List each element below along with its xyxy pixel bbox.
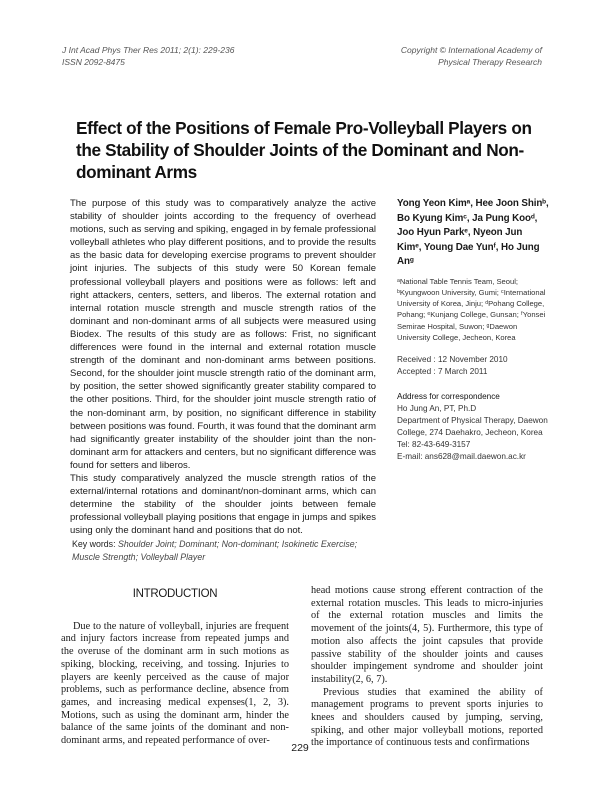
correspondence-address: Department of Physical Therapy, Daewon College, 274 Daehakro, Jecheon, Korea: [397, 416, 548, 438]
intro-paragraph-1-continued: head motions cause strong efferent contraction of the external rotation muscles. This leads to micro-injuries of the external rotation muscles and limits the movement of the joints(4, 5). Furthermore, this type of motion also affects the joint capsules that provide passive stability of the shoulder joints and causes shoulder impingement syndrome and shoulder joint instability(2, 6, 7).: [311, 585, 543, 685]
keywords: [72, 538, 372, 564]
article-title: Effect of the Positions of Female Pro-Volleyball Players on the Stability of Shoulder Joints of the Dominant and Non-dominant Arms: [76, 118, 532, 182]
issn: ISSN 2092-8475: [62, 57, 125, 67]
body-column-left: [61, 585, 289, 748]
page-number: 229: [291, 742, 309, 754]
keywords-label: Key words:: [72, 539, 118, 549]
journal-citation: J Int Acad Phys Ther Res 2011; 2(1): 229-236: [62, 45, 235, 55]
intro-paragraph-1: Due to the nature of volleyball, injuries are frequent and injury factors increase from repeated jumps and the overuse of the dominant arm in such motions as spiking, blocking, receiving, and tossing. Injuries to players are keenly perceived as the cause of major problems, such as performance decline, absence from games, and increasing medical expenses(1, 2, 3). Motions, such as using the dominant arm, hinder the balance of the same joints of the dominant and non-dominant arms, and repeated performance of over-: [61, 620, 289, 747]
author-list: Yong Yeon Kimᵃ, Hee Joon Shinᵇ, Bo Kyung Kimᶜ, Ja Pung Kooᵈ, Joo Hyun Parkᵉ, Nyeon Jun Kimᵉ, Young Dae Yunᶠ, Ho Jung Anᵍ: [397, 198, 549, 267]
accepted-date: Accepted : 7 March 2011: [397, 367, 488, 377]
intro-paragraph-2: Previous studies that examined the ability of management programs to prevent sports injuries to knees and shoulders caused by jumping, serving, spiking, and other major volleyball motions, reported the importance of continuous tests and confirmations: [311, 686, 543, 749]
keywords-text: Shoulder Joint; Dominant; Non-dominant; Isokinetic Exercise; Muscle Strength; Volleyball Player: [72, 539, 358, 562]
copyright-line-2: Physical Therapy Research: [438, 57, 542, 67]
correspondence-email: E-mail: ans628@mail.daewon.ac.kr: [397, 452, 526, 462]
section-heading-introduction: INTRODUCTION: [132, 588, 218, 600]
article-dates: [397, 354, 549, 378]
copyright-line-1: Copyright © International Academy of: [400, 45, 542, 55]
received-date: Received : 12 November 2010: [397, 355, 508, 365]
abstract: [70, 197, 376, 537]
abstract-paragraph-2: This study comparatively analyzed the muscle strength ratios of the external/internal rotations and dominant/non-dominant arms, which can determine the stability of the shoulder joints between female professional volleyball playing positions that engage in jumps and spikes using only the dominant hand and positions that do not.: [70, 472, 376, 537]
correspondence-tel: Tel: 82-43-649-3157: [397, 440, 471, 450]
correspondence-name: Ho Jung An, PT, Ph.D: [397, 404, 477, 414]
author-info: [397, 197, 549, 463]
running-header-right: [401, 44, 542, 68]
body-column-right: [311, 585, 543, 750]
affiliations: ᵃNational Table Tennis Team, Seoul; ᵇKyungwoon University, Gumi; ᶜInternational University of Korea, Jinju; ᵈPohang College, Pohang; ᵉKunjang College, Gunsan; ᶠYonsei Semirae Hospital, Suwon; ᵍDaewon University College, Jecheon, Korea: [397, 276, 546, 342]
abstract-paragraph-1: The purpose of this study was to comparatively analyze the active stability of shoulder joints according to the frequency of overhead motions, such as serving and spiking, engaged in by female professional volleyball athletes who play different positions, and to provide the results as the basic data for developing exercise programs to prevent shoulder joint injuries. The subjects of this study were 50 Korean female professional volleyball players and positions were as follows: left and right attackers, centers, setters, and liberos. The external rotation and internal rotation muscle strength and muscle strength ratios of the dominant and non-dominant arms of all subjects were measured using Biodex. The results of this study are as follows: Frist, no significant differences were found in the internal and external rotation muscle strength of the dominant and non-dominant arms between positions. Second, for the shoulder joint muscle strength ratio of the dominant arm, by position, the setter showed significantly greater stability compared to the other positions. Third, for the shoulder joint muscle strength ratio of the non-dominant arm, by position, no significant difference in stability between positions was found. Fourth, it was found that the dominant arm had significantly greater instability of the shoulder joint than the non-dominant arm for attackers and centers, but no significant difference was found for setters and liberos.: [70, 198, 376, 471]
running-header-left: [62, 44, 234, 68]
correspondence: [397, 391, 549, 463]
correspondence-heading: Address for correspondence: [397, 392, 500, 402]
